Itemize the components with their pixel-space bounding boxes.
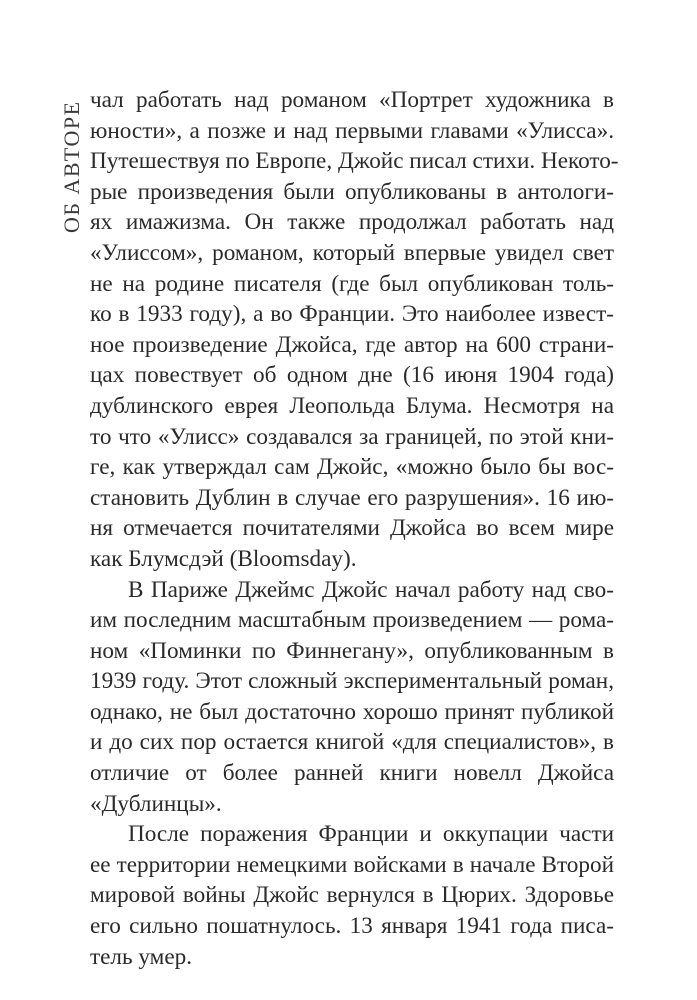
text-line: ее территории немецкими войсками в начале Второй	[90, 851, 614, 878]
text-line: ное произведение Джойса, где автор на 600 страни-	[90, 331, 614, 358]
text-line: 1939 году. Этот сложный экспериментальный роман,	[90, 668, 614, 695]
text-line: мировой войны Джойс вернулся в Цюрих. Здоровье	[90, 882, 614, 909]
text-line: чал работать над романом «Портрет художника в	[90, 87, 614, 113]
text-line: отличие от более ранней книги новелл Джойса	[90, 760, 614, 787]
text-line: В Париже Джеймс Джойс начал работу над сво-	[128, 576, 614, 603]
text-line: им последним масштабным произведением — рома-	[90, 607, 614, 634]
running-header-side-label: ОБ АВТОРЕ	[59, 100, 84, 233]
paragraph	[90, 575, 614, 820]
text-line: После поражения Франции и оккупации части	[128, 821, 614, 848]
paragraph	[90, 85, 619, 575]
text-line: не на родине писателя (где был опубликован толь-	[90, 270, 614, 297]
text-line: ях имажизма. Он также продолжал работать над	[90, 209, 614, 236]
text-line: тель умер.	[90, 943, 193, 970]
text-line: юности», а позже и над первыми главами «Улисса».	[90, 117, 614, 144]
text-line: ня отмечается почитателями Джойса во всем мире	[90, 515, 614, 542]
text-line: как Блумсдэй (Bloomsday).	[90, 545, 357, 572]
text-line: ко в 1933 году), а во Франции. Это наиболее извест-	[90, 301, 614, 328]
body-text	[90, 85, 619, 972]
text-line: цах повествует об одном дне (16 июня 1904 года)	[90, 362, 614, 389]
text-line: ном «Поминки по Финнегану», опубликованным в	[90, 637, 614, 664]
text-line: «Дублинцы».	[90, 790, 222, 817]
text-line: и до сих пор остается книгой «для специалистов», в	[90, 729, 614, 756]
text-line: становить Дублин в случае его разрушения». 16 ию-	[90, 484, 614, 511]
text-line: ге, как утверждал сам Джойс, «можно было бы вос-	[90, 454, 614, 481]
text-line: его сильно пошатнулось. 13 января 1941 года писа-	[90, 913, 614, 940]
paragraph	[90, 819, 614, 972]
text-line: рые произведения были опубликованы в антологи-	[90, 178, 614, 205]
text-line: Путешествуя по Европе, Джойс писал стихи. Некото-	[90, 148, 619, 175]
text-line: «Улиссом», романом, который впервые увидел свет	[90, 239, 614, 266]
text-line: то что «Улисс» создавался за границей, по этой кни-	[90, 423, 614, 450]
text-line: дублинского еврея Леопольда Блума. Несмотря на	[90, 392, 614, 419]
text-line: однако, не был достаточно хорошо принят публикой	[90, 698, 614, 725]
